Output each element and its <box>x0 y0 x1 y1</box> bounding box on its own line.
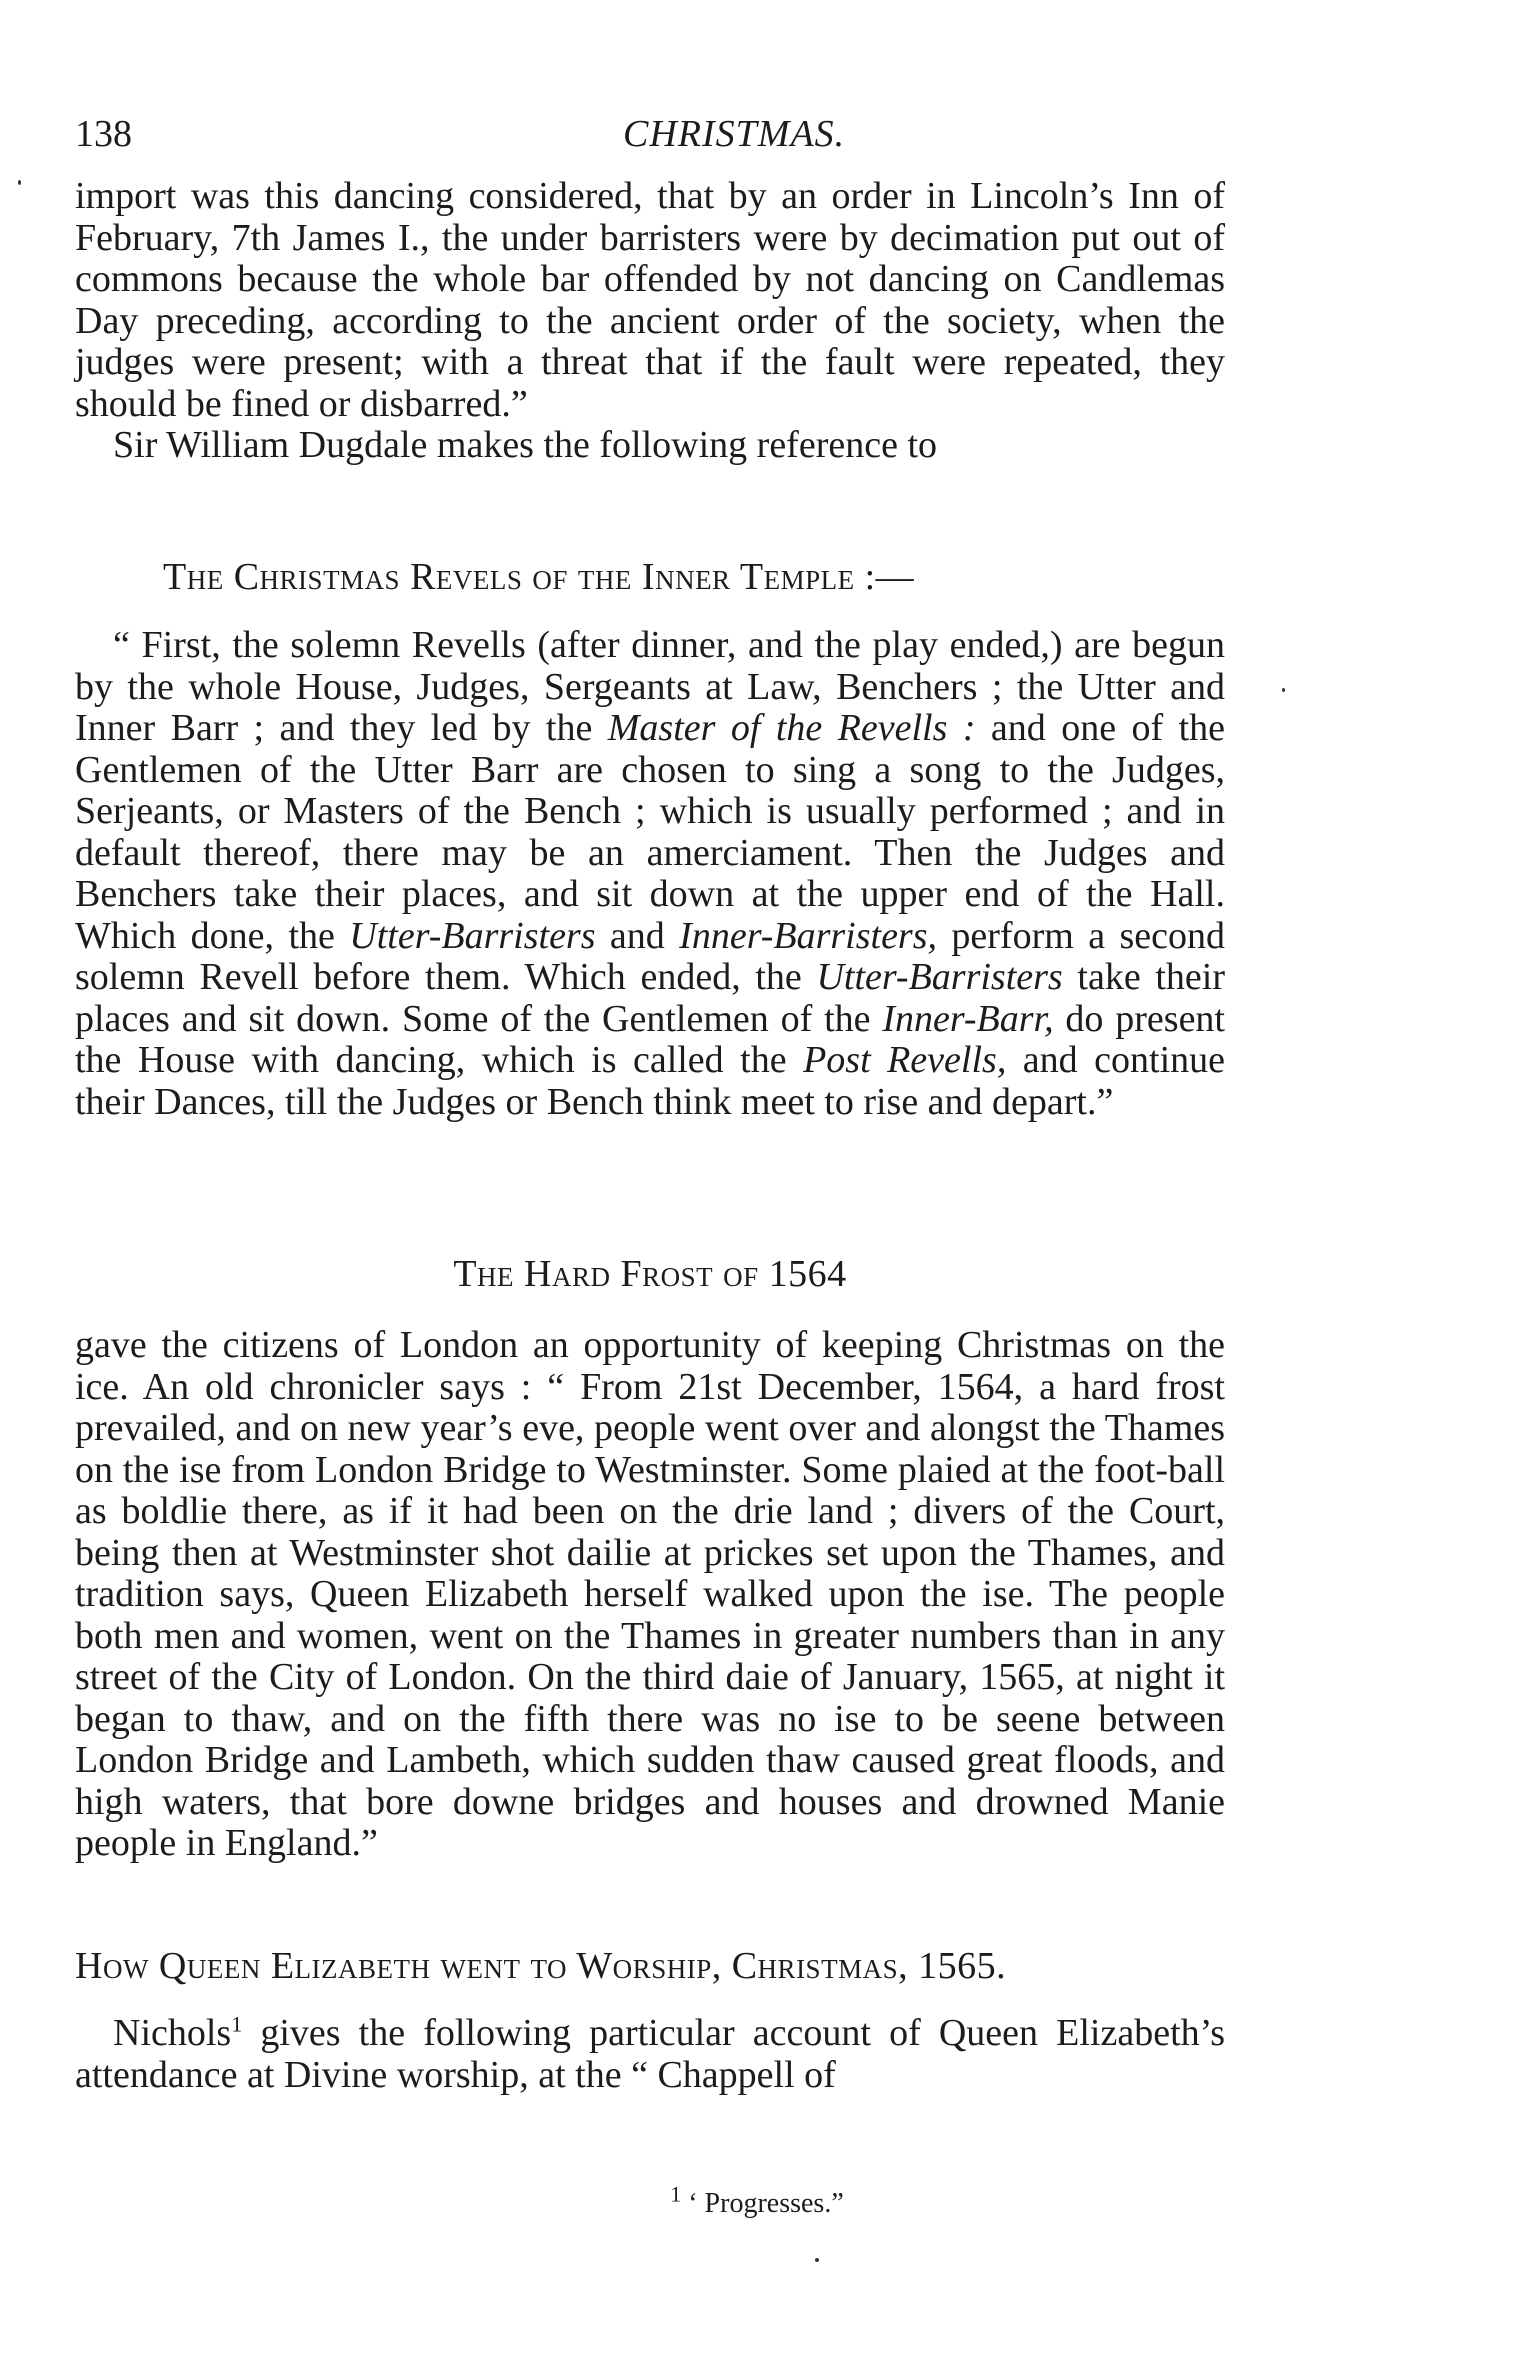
paragraph-revels-quote <box>75 625 1225 1123</box>
quote-italic-post-revells: Post Revells, <box>803 1039 1007 1081</box>
heading-inner-temple-revels: The Christmas Revels of the Inner Temple :— <box>163 556 915 598</box>
quote-text: do present the House with dancing, which is called the <box>75 997 1225 1081</box>
quote-text: take their places and sit down. Some of the Gentlemen of the <box>75 956 1225 1040</box>
quote-italic-inner-barr: Inner-Barr, <box>882 997 1054 1040</box>
paragraph-nichols <box>75 2013 1225 2096</box>
page-speck <box>815 2258 819 2262</box>
nichols-section <box>75 2013 1225 2096</box>
quote-text: and continue their Dances, till the Judges or Bench think meet to rise and depart.” <box>75 1039 1226 1123</box>
paragraph-lincolns-inn: import was this dancing considered, that by an order in Lincoln’s Inn of February, 7th James I., the under barristers were by decimation put out of commons because the whole bar offended by not dancing on Candlemas Day preceding, according to the ancient order of the society, when the judges were present; with a threat that if the fault were repeated, they should be fined or disbarred.” <box>75 175 1225 425</box>
quote-italic-inner: Inner-Barristers, <box>679 914 938 957</box>
page-number: 138 <box>75 113 132 155</box>
footnote-reference: 1 <box>231 2011 243 2037</box>
footnote-mark: 1 <box>670 2181 682 2207</box>
footnote <box>0 2181 1514 2220</box>
quote-text: “ First, the solemn Revells (after dinner, and the play ended,) are begun by the whole House, Judges, Sergeants at Law, Benchers ; the Utter and Inner Barr ; and they led by the <box>75 624 1225 749</box>
nichols-text: gives the following particular account of Queen Elizabeth’s attendance at Divine worship, at the “ Chappell of <box>75 2012 1225 2096</box>
page-speck <box>1282 688 1285 692</box>
paragraph-dugdale-intro: Sir William Dugdale makes the following reference to <box>113 424 938 466</box>
quote-text: and one of the Gentlemen of the Utter Barr are chosen to sing a song to the Judges, Serjeants, or Masters of the Bench ; which is usually performed ; and in default thereof, there may be an amerciament. Then the Judges and Benchers take their places, and sit down at the upper end of the Hall. Which done, the <box>75 707 1225 957</box>
nichols-name: Nichols <box>113 2012 232 2054</box>
footnote-text: ‘ Progresses.” <box>688 2188 844 2219</box>
opening-section <box>75 176 1225 467</box>
heading-queen-elizabeth-worship: How Queen Elizabeth went to Worship, Christmas, 1565. <box>75 1945 1007 1987</box>
page-header <box>75 112 1225 162</box>
quote-italic-utter: Utter-Barristers <box>349 914 596 957</box>
running-title: CHRISTMAS. <box>623 113 846 155</box>
quote-italic-utter-2: Utter-Barristers <box>816 956 1063 998</box>
revels-quote-section <box>75 625 1225 1123</box>
quote-text: perform a second solemn Revell before them. Which ended, the <box>75 914 1225 998</box>
paragraph-hard-frost: gave the citizens of London an opportunity of keeping Christmas on the ice. An old chronicler says : “ From 21st December, 1564, a hard frost prevailed, and on new year’s eve, people went over and alongst the Thames on the ise from London Bridge to Westminster. Some plaied at the foot-ball as boldlie there, as if it had been on the drie land ; divers of the Court, being then at Westminster shot dailie at prickes set upon the Thames, and tradition says, Queen Elizabeth herself walked upon the ise. The people both men and women, went on the Thames in greater numbers than in any street of the City of London. On the third daie of January, 1565, at night it began to thaw, and on the fifth there was no ise to be seene between London Bridge and Lambeth, which sudden thaw caused great floods, and high waters, that bore downe bridges and houses and drowned Manie people in England.” <box>75 1324 1225 1864</box>
hard-frost-section <box>75 1325 1225 1865</box>
quote-italic-master: Master of the Revells : <box>607 707 976 749</box>
page-speck <box>18 180 21 185</box>
heading-hard-frost: The Hard Frost of 1564 <box>453 1253 847 1295</box>
quote-text: and <box>595 914 680 957</box>
